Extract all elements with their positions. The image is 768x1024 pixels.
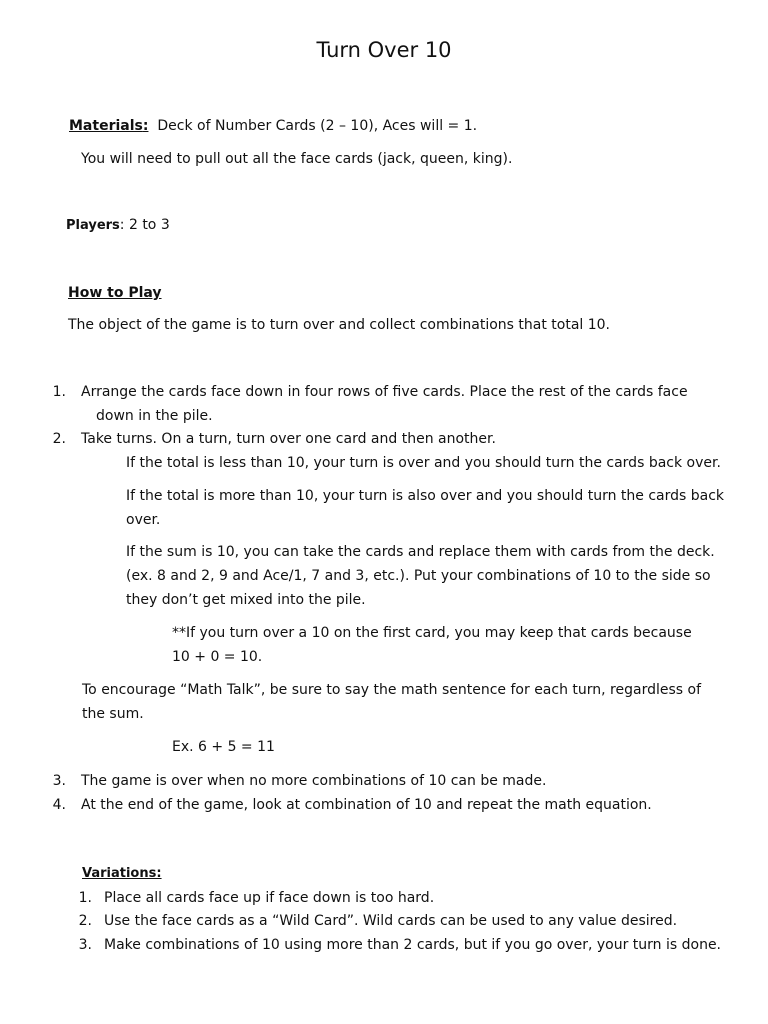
variation-number: 2. (78, 913, 92, 929)
condition-line: If the total is less than 10, your turn is over and you should turn the cards back over. (126, 455, 721, 471)
step-number: 1. (52, 384, 66, 400)
variations-heading: Variations: (82, 866, 162, 881)
condition-line: (ex. 8 and 2, 9 and Ace/1, 7 and 3, etc.). Put your combinations of 10 to the side so (126, 568, 711, 584)
materials-label: Materials (69, 118, 143, 134)
step-line: Arrange the cards face down in four rows of five cards. Place the rest of the cards face (81, 384, 688, 400)
materials-line (69, 118, 477, 134)
step-number: 3. (52, 773, 66, 789)
condition-line: over. (126, 512, 161, 528)
step-line: down in the pile. (96, 408, 213, 424)
math-talk-line: To encourage “Math Talk”, be sure to say the math sentence for each turn, regardless of (82, 682, 702, 698)
materials-text: Deck of Number Cards (2 – 10), Aces will = 1. (157, 118, 478, 134)
math-talk-example: Ex. 6 + 5 = 11 (172, 739, 275, 755)
variation-number: 3. (78, 937, 92, 953)
step-line: Take turns. On a turn, turn over one card and then another. (81, 431, 496, 447)
math-talk-line: the sum. (82, 706, 144, 722)
page-title: Turn Over 10 (316, 38, 452, 62)
step-number: 4. (52, 797, 66, 813)
variation-number: 1. (78, 890, 92, 906)
players-label: Players (66, 218, 120, 233)
variation-text: Make combinations of 10 using more than 2 cards, but if you go over, your turn is done. (104, 937, 722, 953)
condition-line: If the total is more than 10, your turn is also over and you should turn the cards back (126, 488, 725, 504)
special-note-line: **If you turn over a 10 on the first card, you may keep that cards because (172, 625, 692, 641)
condition-line: they don’t get mixed into the pile. (126, 592, 366, 608)
step-number: 2. (52, 431, 66, 447)
players-text: : 2 to 3 (119, 217, 170, 233)
materials-note: You will need to pull out all the face cards (jack, queen, king). (81, 151, 513, 167)
variation-text: Use the face cards as a “Wild Card”. Wild cards can be used to any value desired. (104, 913, 678, 929)
condition-line: If the sum is 10, you can take the cards and replace them with cards from the deck. (126, 544, 715, 560)
players-line (66, 217, 170, 233)
variation-text: Place all cards face up if face down is too hard. (104, 890, 435, 906)
materials-colon: : (142, 118, 149, 134)
special-note-line: 10 + 0 = 10. (172, 649, 263, 665)
step-line: The game is over when no more combinations of 10 can be made. (81, 773, 547, 789)
how-to-play-heading: How to Play (68, 285, 162, 301)
objective-text: The object of the game is to turn over and collect combinations that total 10. (68, 317, 611, 333)
step-line: At the end of the game, look at combination of 10 and repeat the math equation. (81, 797, 652, 813)
